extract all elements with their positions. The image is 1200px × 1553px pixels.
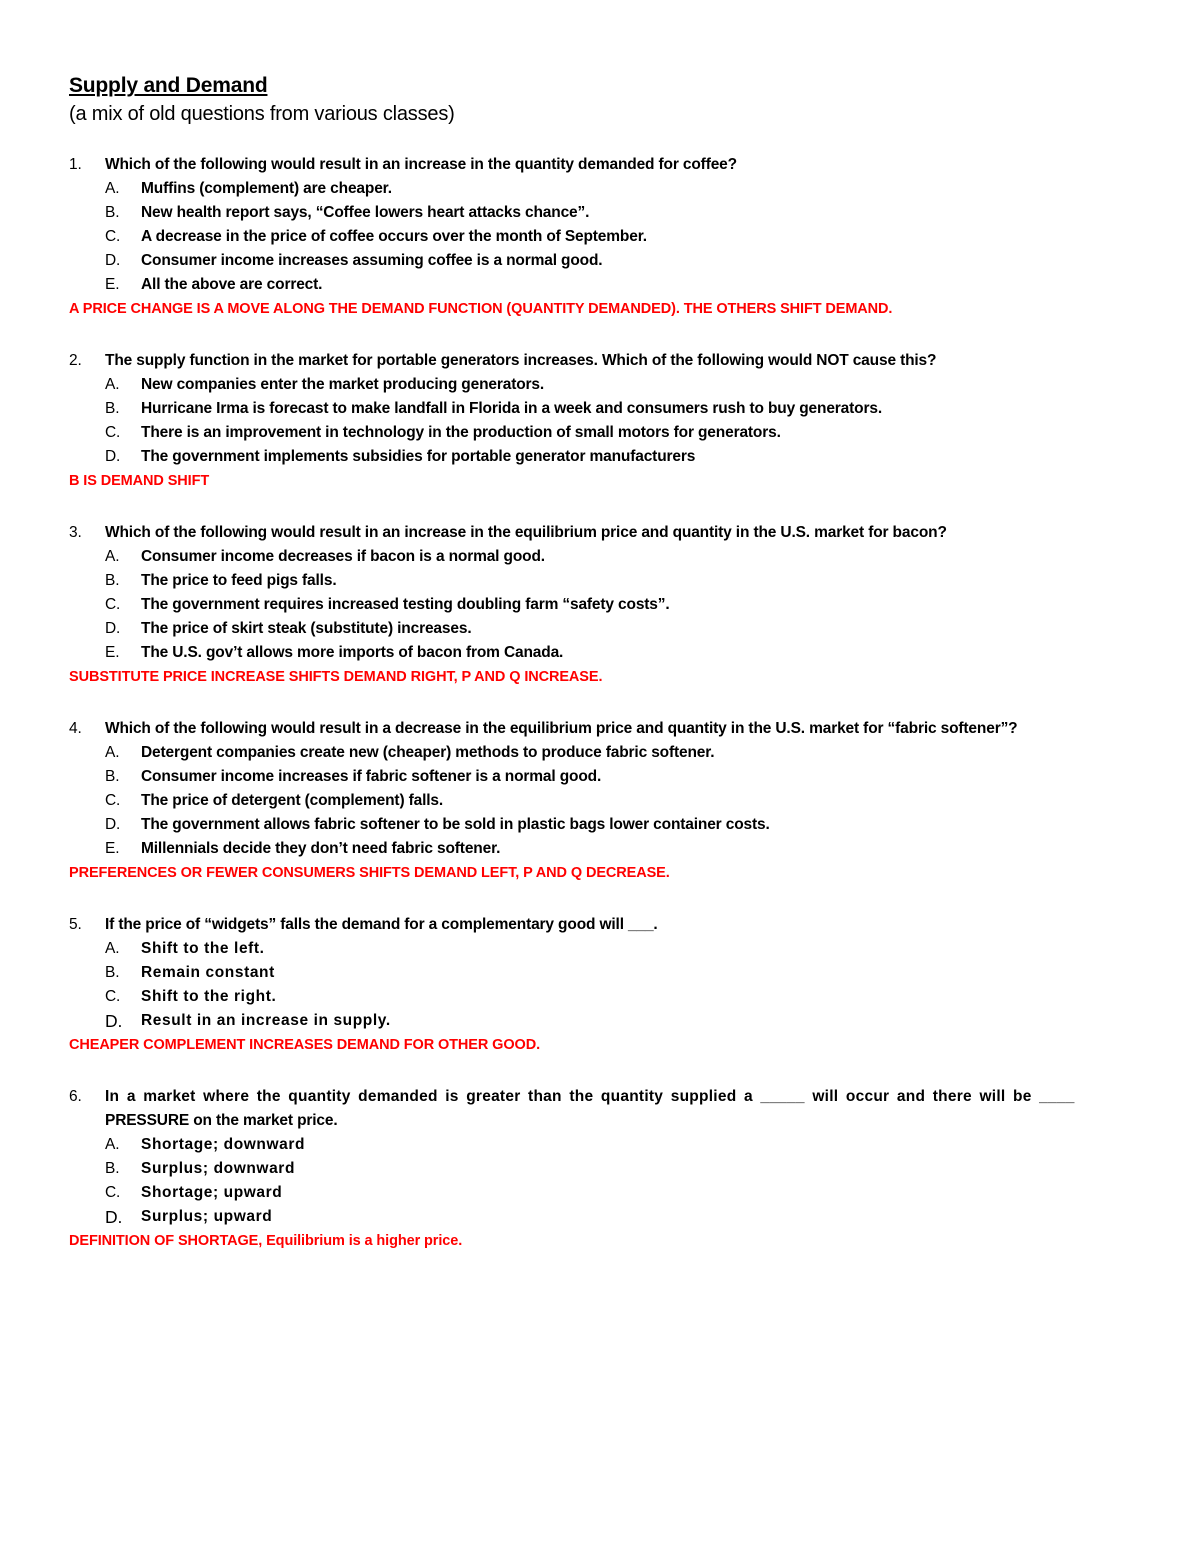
question-text: If the price of “widgets” falls the demand for a complementary good will ___. <box>105 916 658 933</box>
option-letter: B. <box>105 400 120 417</box>
option-letter: C. <box>105 988 121 1005</box>
answer-option <box>69 1157 1134 1181</box>
question-number: 2. <box>69 352 82 369</box>
option-letter: C. <box>105 792 121 809</box>
option-letter: A. <box>105 940 120 957</box>
option-letter: D. <box>105 1207 123 1227</box>
question-text: Which of the following would result in an increase in the quantity demanded for coffee? <box>105 156 737 173</box>
option-text: Consumer income decreases if bacon is a normal good. <box>141 548 545 565</box>
option-letter: B. <box>105 572 120 589</box>
option-letter: A. <box>105 1136 120 1153</box>
answer-option <box>69 249 1134 273</box>
question-1 <box>69 153 1134 321</box>
answer-explanation: PREFERENCES OR FEWER CONSUMERS SHIFTS DEMAND LEFT, P AND Q DECREASE. <box>69 865 670 881</box>
answer-option <box>69 545 1134 569</box>
option-letter: C. <box>105 596 121 613</box>
option-text: A decrease in the price of coffee occurs over the month of September. <box>141 228 647 245</box>
answer-option <box>69 1009 1134 1033</box>
option-letter: D. <box>105 252 121 269</box>
answer-option <box>69 1205 1134 1229</box>
question-number: 6. <box>69 1088 82 1105</box>
option-letter: B. <box>105 768 120 785</box>
answer-option <box>69 741 1134 765</box>
answer-option <box>69 765 1134 789</box>
option-letter: E. <box>105 644 120 661</box>
answer-option <box>69 813 1134 837</box>
option-text: The price of detergent (complement) falls. <box>141 792 444 809</box>
question-text: In a market where the quantity demanded is greater than the quantity supplied a _____ will occur and there will be ____ <box>105 1088 1075 1105</box>
option-text: The government requires increased testing doubling farm “safety costs”. <box>141 596 670 613</box>
option-text: Consumer income increases if fabric softener is a normal good. <box>141 768 602 785</box>
answer-option <box>69 445 1134 469</box>
answer-explanation: SUBSTITUTE PRICE INCREASE SHIFTS DEMAND RIGHT, P AND Q INCREASE. <box>69 669 603 685</box>
answer-option <box>69 1133 1134 1157</box>
answer-option <box>69 617 1134 641</box>
answer-option <box>69 397 1134 421</box>
answer-option <box>69 937 1134 961</box>
option-letter: C. <box>105 228 121 245</box>
answer-option <box>69 641 1134 665</box>
option-text: Hurricane Irma is forecast to make landfall in Florida in a week and consumers rush to buy generators. <box>141 400 882 417</box>
document-subtitle: (a mix of old questions from various classes) <box>69 103 455 125</box>
question-2 <box>69 349 1134 493</box>
option-letter: D. <box>105 620 121 637</box>
question-text: The supply function in the market for portable generators increases. Which of the following would NOT cause this? <box>105 352 937 369</box>
question-number: 3. <box>69 524 82 541</box>
option-letter: A. <box>105 548 120 565</box>
answer-option <box>69 1181 1134 1205</box>
option-text: The government implements subsidies for portable generator manufacturers <box>141 448 696 465</box>
answer-option <box>69 789 1134 813</box>
answer-option <box>69 837 1134 861</box>
option-text: Remain constant <box>141 964 275 981</box>
option-text: The government allows fabric softener to be sold in plastic bags lower container costs. <box>141 816 770 833</box>
option-letter: D. <box>105 448 121 465</box>
option-text: New companies enter the market producing generators. <box>141 376 545 393</box>
option-letter: A. <box>105 180 120 197</box>
option-text: Shortage; upward <box>141 1184 283 1201</box>
option-text: Muffins (complement) are cheaper. <box>141 180 392 197</box>
option-letter: A. <box>105 376 120 393</box>
option-text: Surplus; upward <box>141 1208 273 1225</box>
question-3 <box>69 521 1134 689</box>
answer-option <box>69 201 1134 225</box>
option-letter: C. <box>105 424 121 441</box>
option-text: Shift to the left. <box>141 940 265 957</box>
option-text: Result in an increase in supply. <box>141 1012 391 1029</box>
question-number: 5. <box>69 916 82 933</box>
option-letter: E. <box>105 840 120 857</box>
option-letter: D. <box>105 1011 123 1031</box>
option-text: There is an improvement in technology in the production of small motors for generators. <box>141 424 781 441</box>
option-text: Consumer income increases assuming coffee is a normal good. <box>141 252 603 269</box>
option-letter: D. <box>105 816 121 833</box>
answer-option <box>69 273 1134 297</box>
option-text: All the above are correct. <box>141 276 323 293</box>
document-page <box>69 72 1134 1253</box>
option-text: Detergent companies create new (cheaper) methods to produce fabric softener. <box>141 744 715 761</box>
question-text: Which of the following would result in an increase in the equilibrium price and quantity in the U.S. market for bacon? <box>105 524 947 541</box>
option-text: The price to feed pigs falls. <box>141 572 337 589</box>
answer-option <box>69 569 1134 593</box>
option-text: The price of skirt steak (substitute) increases. <box>141 620 472 637</box>
document-title: Supply and Demand <box>69 74 268 97</box>
question-number: 1. <box>69 156 82 173</box>
question-4 <box>69 717 1134 885</box>
option-letter: E. <box>105 276 120 293</box>
option-text: Shift to the right. <box>141 988 277 1005</box>
answer-option <box>69 421 1134 445</box>
question-6 <box>69 1085 1134 1253</box>
answer-option <box>69 961 1134 985</box>
option-text: Surplus; downward <box>141 1160 296 1177</box>
answer-option <box>69 225 1134 249</box>
option-text: Shortage; downward <box>141 1136 306 1153</box>
answer-explanation: A PRICE CHANGE IS A MOVE ALONG THE DEMAND FUNCTION (QUANTITY DEMANDED). THE OTHERS SHIFT DEMAND. <box>69 301 893 317</box>
option-text: New health report says, “Coffee lowers heart attacks chance”. <box>141 204 590 221</box>
question-number: 4. <box>69 720 82 737</box>
option-text: Millennials decide they don’t need fabric softener. <box>141 840 501 857</box>
answer-explanation: DEFINITION OF SHORTAGE, Equilibrium is a higher price. <box>69 1233 463 1249</box>
answer-explanation: B IS DEMAND SHIFT <box>69 473 210 489</box>
question-text-continued: PRESSURE on the market price. <box>105 1112 338 1129</box>
answer-option <box>69 177 1134 201</box>
question-5 <box>69 913 1134 1057</box>
answer-option <box>69 373 1134 397</box>
answer-option <box>69 593 1134 617</box>
question-text: Which of the following would result in a decrease in the equilibrium price and quantity in the U.S. market for “fabric softener”? <box>105 720 1018 737</box>
answer-option <box>69 985 1134 1009</box>
option-letter: B. <box>105 204 120 221</box>
option-letter: C. <box>105 1184 121 1201</box>
option-text: The U.S. gov’t allows more imports of bacon from Canada. <box>141 644 564 661</box>
option-letter: B. <box>105 1160 120 1177</box>
answer-explanation: CHEAPER COMPLEMENT INCREASES DEMAND FOR OTHER GOOD. <box>69 1037 541 1053</box>
option-letter: B. <box>105 964 120 981</box>
option-letter: A. <box>105 744 120 761</box>
